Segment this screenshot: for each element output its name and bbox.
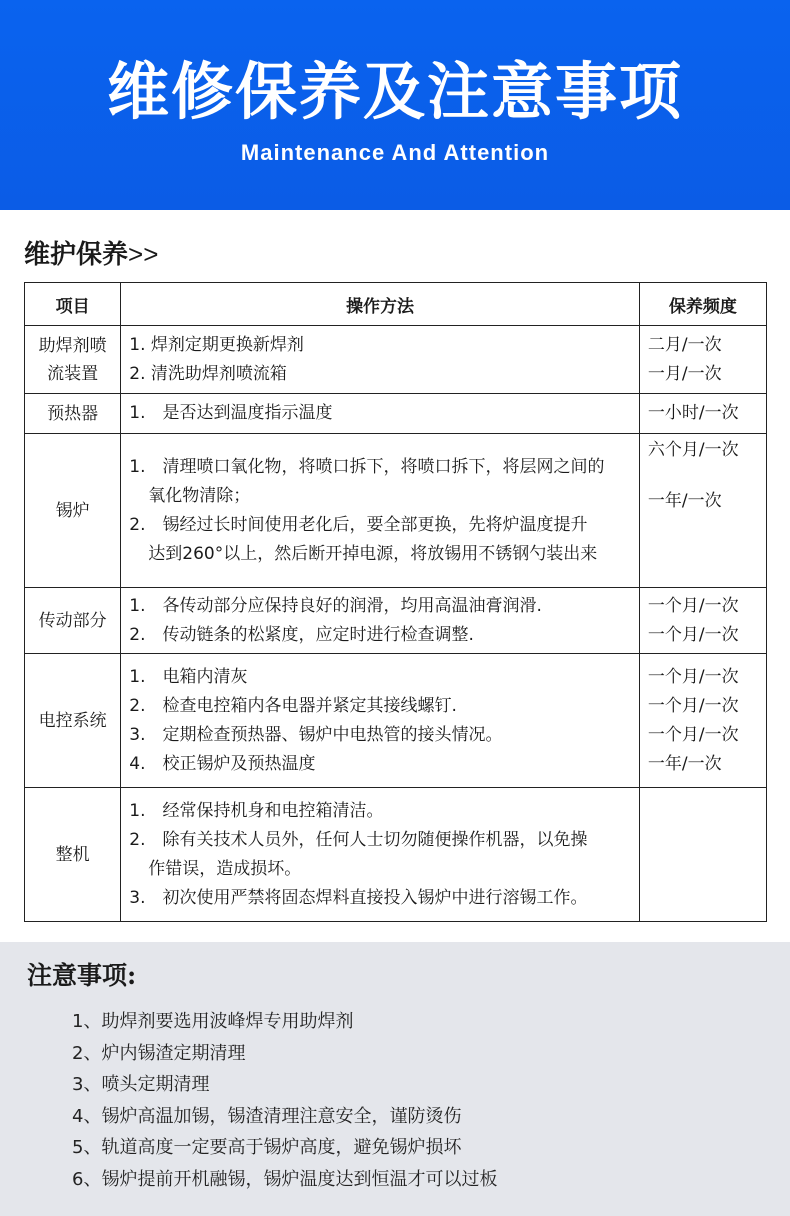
row-item	[25, 326, 121, 394]
attention-item: 1、助焊剂要选用波峰焊专用助焊剂	[72, 1011, 354, 1032]
row-item-line: 助焊剂喷	[38, 335, 107, 356]
header-method: 操作方法	[121, 283, 640, 326]
row-item	[25, 788, 121, 922]
row-item-line: 整机	[55, 844, 90, 865]
row-item-line: 锡炉	[55, 500, 90, 521]
frequency-line: 一月/一次	[647, 363, 722, 384]
frequency-line: 二月/一次	[647, 334, 722, 355]
method-line: 3. 初次使用严禁将固态焊料直接投入锡炉中进行溶锡工作。	[129, 887, 588, 908]
frequency-line: 六个月/一次	[647, 440, 739, 460]
frequency-line: 一个月/一次	[647, 666, 739, 687]
table-row	[25, 434, 767, 588]
method-line: 3. 定期检查预热器、锡炉中电热管的接头情况。	[129, 724, 503, 745]
row-item	[25, 394, 121, 434]
row-frequency	[639, 588, 766, 654]
method-line: 氧化物清除；	[148, 485, 251, 506]
maintenance-table	[24, 282, 767, 922]
attention-item: 5、轨道高度一定要高于锡炉高度，避免锡炉损坏	[72, 1137, 462, 1158]
frequency-line: 一个月/一次	[647, 724, 739, 745]
page-subtitle: Maintenance And Attention	[240, 140, 550, 165]
frequency-line: 一年/一次	[647, 753, 722, 774]
row-method	[121, 326, 640, 394]
attention-section	[0, 942, 790, 1216]
method-line: 1. 焊剂定期更换新焊剂	[129, 334, 304, 355]
attention-list	[72, 1006, 497, 1195]
attention-item: 2、炉内锡渣定期清理	[72, 1042, 246, 1064]
section-title-arrows: >>	[128, 239, 159, 269]
row-method	[121, 434, 640, 588]
row-frequency	[639, 434, 766, 588]
attention-item: 3、喷头定期清理	[72, 1074, 210, 1095]
header-banner	[0, 0, 790, 210]
method-line: 1. 各传动部分应保持良好的润滑，均用高温油膏润滑.	[129, 595, 542, 616]
frequency-line: 一个月/一次	[647, 624, 739, 645]
header-item: 项目	[25, 283, 121, 326]
method-line: 达到260°以上，然后断开掉电源，将放锡用不锈钢勺装出来	[148, 543, 598, 564]
method-line: 2. 除有关技术人员外，任何人士切勿随便操作机器，以免操	[129, 829, 588, 850]
row-method	[121, 788, 640, 922]
table-row	[25, 788, 767, 922]
row-item	[25, 588, 121, 654]
method-line: 1. 清理喷口氧化物，将喷口拆下，将喷口拆下，将层网之间的	[129, 456, 605, 477]
row-method	[121, 394, 640, 434]
method-line: 2. 检查电控箱内各电器并紧定其接线螺钉.	[129, 695, 457, 716]
row-item-line: 预热器	[47, 403, 99, 424]
attention-item: 6、锡炉提前开机融锡，锡炉温度达到恒温才可以过板	[72, 1168, 498, 1190]
attention-heading: 注意事项:	[27, 961, 137, 990]
method-line: 1. 电箱内清灰	[129, 666, 248, 687]
section-title	[24, 234, 158, 275]
table-row	[25, 588, 767, 654]
page-title: 维修保养及注意事项	[106, 55, 683, 128]
row-frequency	[639, 394, 766, 434]
row-item-line: 电控系统	[38, 710, 107, 731]
method-line: 作错误，造成损坏。	[148, 858, 302, 879]
row-frequency	[639, 326, 766, 394]
frequency-line: 一年/一次	[647, 491, 722, 511]
row-item-line: 传动部分	[38, 610, 107, 631]
frequency-line: 一小时/一次	[647, 403, 739, 423]
method-line: 2. 锡经过长时间使用老化后，要全部更换，先将炉温度提升	[129, 514, 588, 535]
attention-item: 4、锡炉高温加锡，锡渣清理注意安全，谨防烫伤	[72, 1105, 462, 1127]
row-frequency	[639, 788, 766, 922]
table-row	[25, 394, 767, 434]
table-header-row	[25, 283, 767, 326]
method-line: 1. 经常保持机身和电控箱清洁。	[129, 800, 384, 821]
header-frequency: 保养频度	[639, 283, 766, 326]
frequency-line: 一个月/一次	[647, 695, 739, 716]
section-title-text: 维护保养	[24, 240, 129, 270]
table-row	[25, 326, 767, 394]
table-row	[25, 654, 767, 788]
row-frequency	[639, 654, 766, 788]
row-item	[25, 654, 121, 788]
row-item	[25, 434, 121, 588]
row-method	[121, 654, 640, 788]
frequency-gap	[648, 465, 758, 487]
method-line: 4. 校正锡炉及预热温度	[129, 753, 316, 774]
method-line: 2. 清洗助焊剂喷流箱	[129, 363, 287, 384]
frequency-line: 一个月/一次	[647, 595, 739, 616]
row-item-line: 流装置	[47, 363, 99, 384]
method-line: 1. 是否达到温度指示温度	[129, 403, 333, 423]
row-method	[121, 588, 640, 654]
method-line: 2. 传动链条的松紧度，应定时进行检查调整.	[129, 624, 474, 645]
